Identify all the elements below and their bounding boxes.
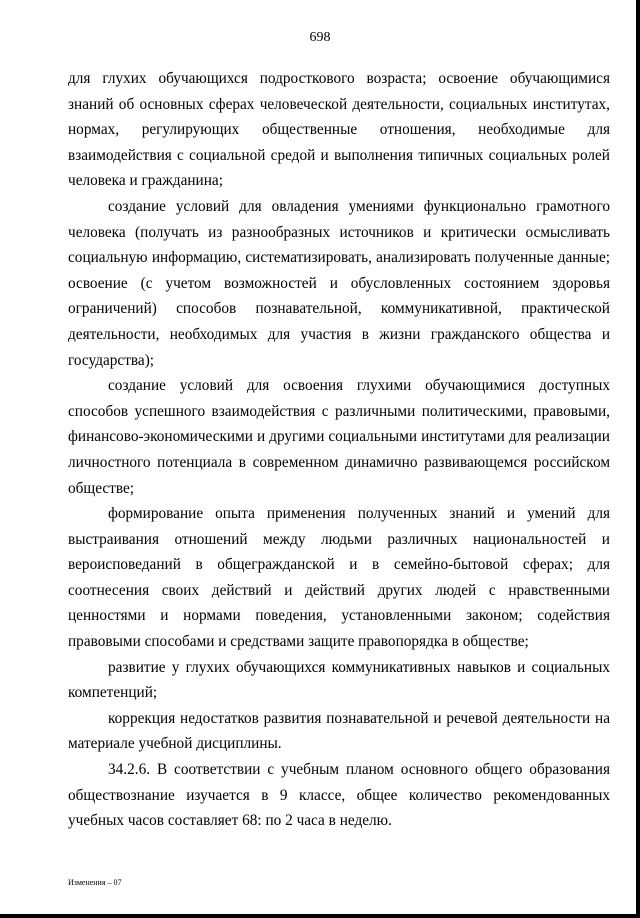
page-number: 698 [309, 30, 331, 45]
paragraph-functional-literacy: создание условий для овладения умениями функционально грамотного человека (получать из разнообразных источников и критически осмысливать социальную информацию, систематизировать, анализировать полученные данные; освоение (с учетом возможностей и обусловленных состоянием здоровья ограничений) способов познавательной, коммуникативной, практической деятельности, необходимых для участия в жизни гражданского общества и государства); [68, 197, 610, 369]
footer-revision-note: Изменения – 07 [68, 878, 122, 887]
paragraph-correction: коррекция недостатков развития познавательной и речевой деятельности на материале учебной дисциплины. [68, 709, 610, 753]
paragraph-curriculum-hours: 34.2.6. В соответствии с учебным планом основного общего образования обществознание изучается в 9 классе, общее количество рекомендованных учебных часов составляет 68: по 2 часа в неделю. [68, 761, 610, 830]
document-body [68, 66, 610, 834]
paragraph-communication-skills: развитие у глухих обучающихся коммуникативных навыков и социальных компетенций; [68, 658, 610, 702]
paragraph-experience-forming: формирование опыта применения полученных знаний и умений для выстраивания отношений между людьми различных национальностей и вероисповеданий в общегражданской и в семейно-бытовой сферах; для соотнесения своих действий и действий других людей с нравственными ценностями и нормами поведения, установленными законом; содействия правовыми способами и средствами защите правопорядка в обществе; [68, 505, 610, 651]
paragraph-social-institutions: создание условий для освоения глухими обучающимися доступных способов успешного взаимодействия с различными политическими, правовыми, финансово-экономическими и другими социальными институтами для реализации личностного потенциала в современном динамично развивающемся российском обществе; [68, 377, 610, 497]
paragraph-continuation: для глухих обучающихся подросткового возраста; освоение обучающимися знаний об основных сферах человеческой деятельности, социальных институтах, нормах, регулирующих общественные отношения, необходимые для взаимодействия с социальной средой и выполнения типичных социальных ролей человека и гражданина; [68, 70, 610, 190]
